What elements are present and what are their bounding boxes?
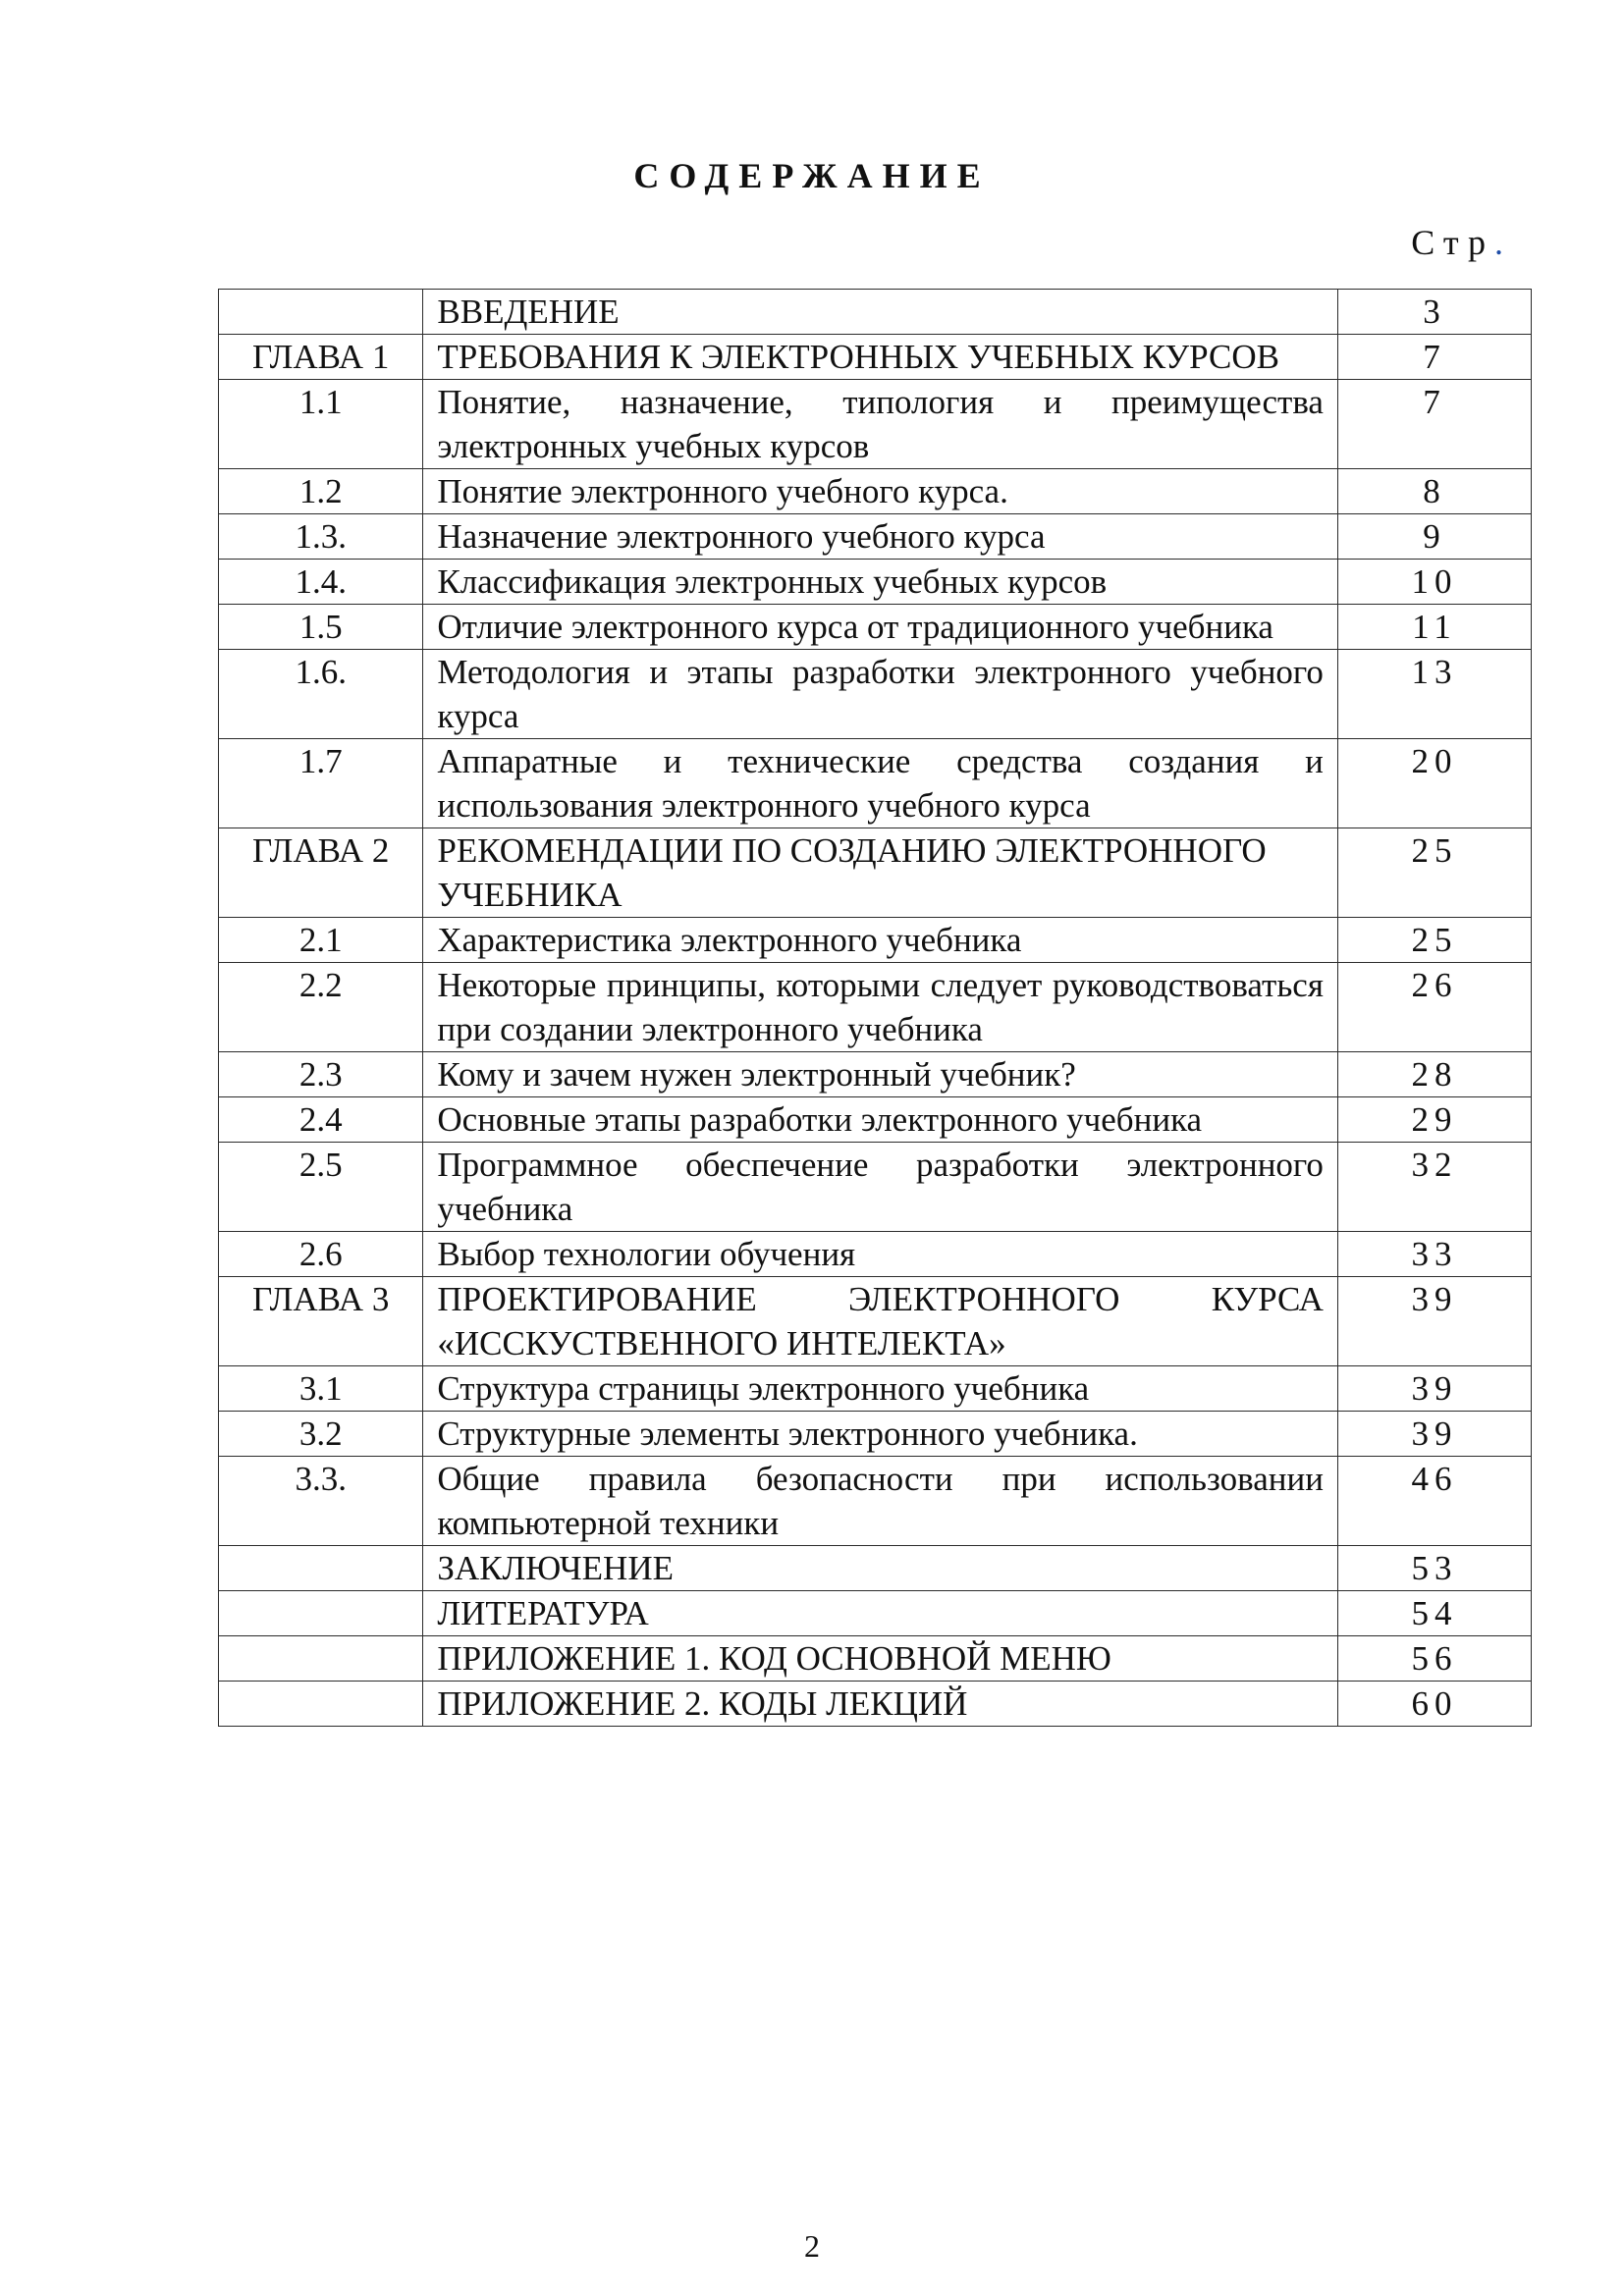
toc-section-number: 1.2 — [219, 469, 423, 514]
toc-row — [219, 290, 1532, 335]
toc-page-number: 54 — [1337, 1591, 1531, 1636]
toc-page-number: 33 — [1337, 1232, 1531, 1277]
toc-section-number — [219, 290, 423, 335]
toc-section-title: ТРЕБОВАНИЯ К ЭЛЕКТРОННЫХ УЧЕБНЫХ КУРСОВ — [423, 335, 1338, 380]
toc-section-title: ВВЕДЕНИЕ — [423, 290, 1338, 335]
toc-section-title: ПРИЛОЖЕНИЕ 1. КОД ОСНОВНОЙ МЕНЮ — [423, 1636, 1338, 1682]
toc-section-number: 3.1 — [219, 1366, 423, 1412]
toc-row — [219, 918, 1532, 963]
toc-section-title: Некоторые принципы, которыми следует руководствоваться при создании электронного учебника — [423, 963, 1338, 1052]
toc-row — [219, 335, 1532, 380]
toc-page-number: 53 — [1337, 1546, 1531, 1591]
toc-page-number: 39 — [1337, 1412, 1531, 1457]
toc-section-title: Аппаратные и технические средства создания и использования электронного учебного курса — [423, 739, 1338, 828]
toc-section-title: Выбор технологии обучения — [423, 1232, 1338, 1277]
toc-section-title: Кому и зачем нужен электронный учебник? — [423, 1052, 1338, 1097]
toc-page-number: 32 — [1337, 1143, 1531, 1232]
toc-section-title: ПРИЛОЖЕНИЕ 2. КОДЫ ЛЕКЦИЙ — [423, 1682, 1338, 1727]
toc-section-title: Основные этапы разработки электронного учебника — [423, 1097, 1338, 1143]
toc-section-number: 2.6 — [219, 1232, 423, 1277]
toc-section-number: 3.2 — [219, 1412, 423, 1457]
toc-row — [219, 514, 1532, 560]
toc-section-number — [219, 1591, 423, 1636]
toc-row — [219, 1591, 1532, 1636]
toc-row — [219, 1232, 1532, 1277]
toc-section-number: 1.7 — [219, 739, 423, 828]
toc-section-title: Структура страницы электронного учебника — [423, 1366, 1338, 1412]
toc-row — [219, 963, 1532, 1052]
toc-page-number: 8 — [1337, 469, 1531, 514]
toc-page-number: 39 — [1337, 1366, 1531, 1412]
toc-section-number: 1.6. — [219, 650, 423, 739]
toc-page-number: 28 — [1337, 1052, 1531, 1097]
page-column-label — [1411, 222, 1512, 263]
toc-page-number: 10 — [1337, 560, 1531, 605]
toc-row — [219, 1366, 1532, 1412]
toc-section-title: Общие правила безопасности при использовании компьютерной техники — [423, 1457, 1338, 1546]
toc-row — [219, 380, 1532, 469]
page-column-label-text: Стр — [1411, 223, 1494, 262]
toc-section-title: Характеристика электронного учебника — [423, 918, 1338, 963]
toc-page-number: 13 — [1337, 650, 1531, 739]
toc-section-number: 3.3. — [219, 1457, 423, 1546]
toc-page-number: 46 — [1337, 1457, 1531, 1546]
toc-row — [219, 828, 1532, 918]
toc-section-number: 1.5 — [219, 605, 423, 650]
toc-section-title: Назначение электронного учебного курса — [423, 514, 1338, 560]
toc-section-title: Отличие электронного курса от традиционного учебника — [423, 605, 1338, 650]
toc-section-number — [219, 1546, 423, 1591]
toc-row — [219, 1636, 1532, 1682]
toc-page-number: 39 — [1337, 1277, 1531, 1366]
toc-section-title: Программное обеспечение разработки электронного учебника — [423, 1143, 1338, 1232]
page-column-label-dot: . — [1494, 223, 1512, 262]
toc-row — [219, 1052, 1532, 1097]
toc-page-number: 3 — [1337, 290, 1531, 335]
toc-section-number: 1.1 — [219, 380, 423, 469]
toc-section-number: 2.3 — [219, 1052, 423, 1097]
toc-section-title: Понятие, назначение, типология и преимущества электронных учебных курсов — [423, 380, 1338, 469]
toc-section-number: ГЛАВА 3 — [219, 1277, 423, 1366]
toc-page-number: 56 — [1337, 1636, 1531, 1682]
toc-section-title: Структурные элементы электронного учебника. — [423, 1412, 1338, 1457]
toc-row — [219, 605, 1532, 650]
toc-section-title: Понятие электронного учебного курса. — [423, 469, 1338, 514]
toc-body — [219, 290, 1532, 1727]
toc-row — [219, 1097, 1532, 1143]
toc-section-number: 1.4. — [219, 560, 423, 605]
toc-page-number: 7 — [1337, 335, 1531, 380]
toc-row — [219, 1143, 1532, 1232]
toc-page-number: 9 — [1337, 514, 1531, 560]
toc-row — [219, 650, 1532, 739]
toc-row — [219, 469, 1532, 514]
toc-row — [219, 1457, 1532, 1546]
toc-section-title: Классификация электронных учебных курсов — [423, 560, 1338, 605]
footer-page-number: 2 — [804, 2228, 820, 2264]
toc-section-number — [219, 1636, 423, 1682]
toc-row — [219, 560, 1532, 605]
toc-table — [218, 289, 1532, 1727]
toc-page-number: 20 — [1337, 739, 1531, 828]
toc-section-title: Методология и этапы разработки электронного учебного курса — [423, 650, 1338, 739]
toc-section-title: РЕКОМЕНДАЦИИ ПО СОЗДАНИЮ ЭЛЕКТРОННОГО УЧЕБНИКА — [423, 828, 1338, 918]
toc-section-number: 1.3. — [219, 514, 423, 560]
toc-page-number: 60 — [1337, 1682, 1531, 1727]
toc-row — [219, 1412, 1532, 1457]
toc-section-title: ЗАКЛЮЧЕНИЕ — [423, 1546, 1338, 1591]
toc-page-number: 29 — [1337, 1097, 1531, 1143]
toc-page-number: 25 — [1337, 918, 1531, 963]
toc-section-number: 2.5 — [219, 1143, 423, 1232]
toc-section-title: ПРОЕКТИРОВАНИЕ ЭЛЕКТРОННОГО КУРСА «ИССКУСТВЕННОГО ИНТЕЛЕКТА» — [423, 1277, 1338, 1366]
toc-row — [219, 1682, 1532, 1727]
toc-section-number: 2.4 — [219, 1097, 423, 1143]
toc-section-number: ГЛАВА 2 — [219, 828, 423, 918]
toc-row — [219, 1546, 1532, 1591]
toc-section-number: 2.2 — [219, 963, 423, 1052]
toc-section-number: 2.1 — [219, 918, 423, 963]
toc-page-number: 26 — [1337, 963, 1531, 1052]
page-title: СОДЕРЖАНИЕ — [633, 156, 991, 195]
toc-page-number: 25 — [1337, 828, 1531, 918]
toc-page-number: 7 — [1337, 380, 1531, 469]
toc-row — [219, 1277, 1532, 1366]
toc-section-number — [219, 1682, 423, 1727]
toc-section-number: ГЛАВА 1 — [219, 335, 423, 380]
toc-row — [219, 739, 1532, 828]
toc-page-number: 11 — [1337, 605, 1531, 650]
toc-section-title: ЛИТЕРАТУРА — [423, 1591, 1338, 1636]
